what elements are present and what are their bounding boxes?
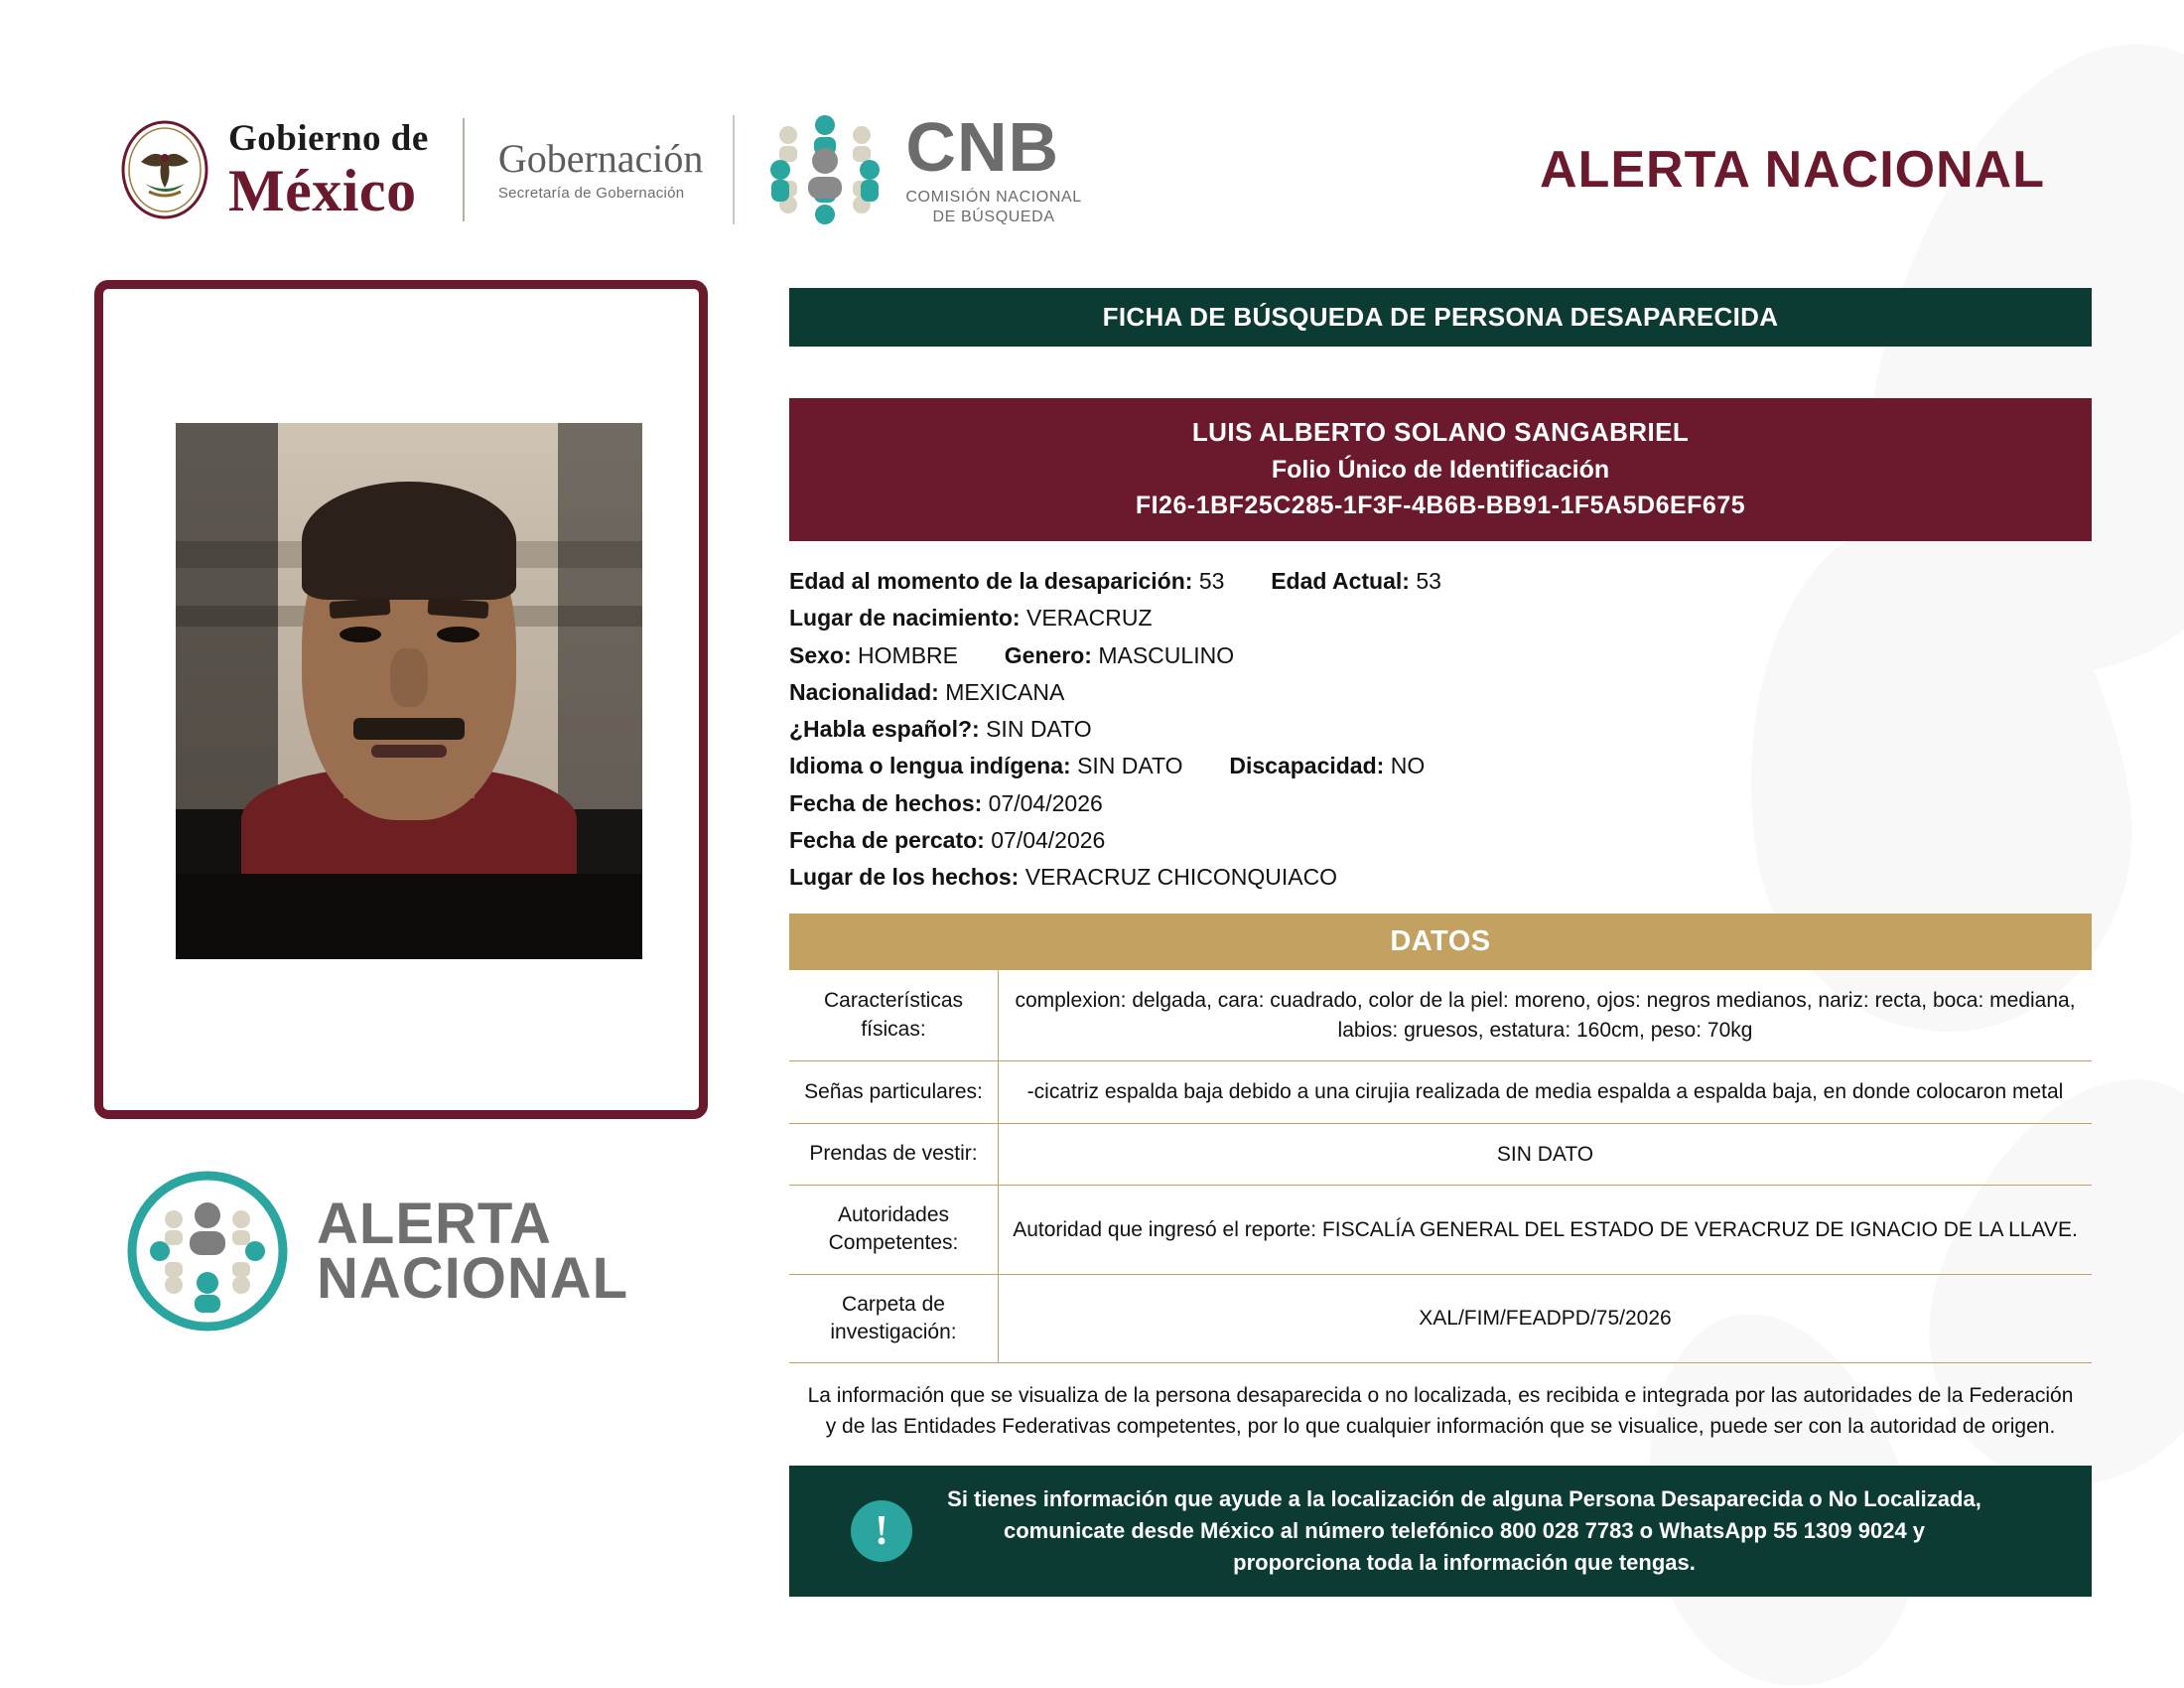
datos-table bbox=[789, 970, 2092, 1363]
age-at-disappearance-value: 53 bbox=[1198, 568, 1225, 595]
table-row bbox=[789, 1123, 2092, 1185]
photo-frame bbox=[94, 280, 708, 1119]
row-value-caracteristicas-fisicas: complexion: delgada, cara: cuadrado, color de la piel: moreno, ojos: negros medianos, nariz: recta, boca: mediana, labios: gruesos, estatura: 160cm, peso: 70kg bbox=[999, 970, 2093, 1060]
person-name: LUIS ALBERTO SOLANO SANGABRIEL bbox=[1191, 417, 1690, 447]
row-label-carpeta-de-investigacion: Carpeta de investigación: bbox=[789, 1274, 999, 1363]
person-details bbox=[789, 563, 2092, 896]
gobernacion-wordmark bbox=[498, 138, 704, 202]
record-panel bbox=[789, 288, 2092, 1597]
header-divider-1 bbox=[463, 118, 465, 221]
table-row bbox=[789, 1061, 2092, 1123]
current-age-value: 53 bbox=[1416, 568, 1441, 595]
detail-row-language-disability bbox=[789, 748, 2092, 784]
folio-value: FI26-1BF25C285-1F3F-4B6B-BB91-1F5A5D6EF675 bbox=[1135, 491, 1746, 519]
table-row bbox=[789, 970, 2092, 1060]
detail-row-nationality bbox=[789, 674, 2092, 711]
gender-value: MASCULINO bbox=[1098, 641, 1235, 668]
cnb-people-icon bbox=[760, 105, 889, 234]
datos-section-title: DATOS bbox=[789, 914, 2092, 970]
detail-row-sex-gender bbox=[789, 637, 2092, 674]
table-row bbox=[789, 1274, 2092, 1363]
row-value-senas-particulares: -cicatriz espalda baja debido a una cirujia realizada de media espalda a espalda baja, en donde colocaron metal bbox=[999, 1061, 2093, 1123]
cnb-logo bbox=[760, 105, 1081, 234]
notice-date-label: Fecha de percato: bbox=[789, 826, 985, 853]
missing-person-photo bbox=[176, 423, 642, 959]
age-at-disappearance-label: Edad al momento de la desaparición: bbox=[789, 568, 1193, 595]
indigenous-language-value: SIN DATO bbox=[1077, 753, 1183, 779]
gobierno-de-mexico-logo bbox=[119, 118, 429, 221]
row-label-prendas-de-vestir: Prendas de vestir: bbox=[789, 1123, 999, 1185]
alerta-nacional-heading: ALERTA NACIONAL bbox=[1540, 141, 2045, 199]
event-place-value: VERACRUZ CHICONQUIACO bbox=[1024, 864, 1338, 891]
current-age-label: Edad Actual: bbox=[1271, 568, 1410, 595]
cnb-wordmark bbox=[905, 108, 1082, 227]
cnb-acronym: CNB bbox=[905, 108, 1060, 186]
event-place-label: Lugar de los hechos: bbox=[789, 864, 1020, 891]
alerta-word-1: ALERTA bbox=[317, 1191, 552, 1256]
event-date-value: 07/04/2026 bbox=[988, 789, 1103, 816]
speaks-spanish-label: ¿Habla español?: bbox=[789, 716, 980, 743]
notice-date-value: 07/04/2026 bbox=[991, 826, 1106, 853]
alerta-word-2: NACIONAL bbox=[317, 1246, 629, 1311]
row-label-autoridades-competentes: Autoridades Competentes: bbox=[789, 1186, 999, 1275]
contact-text: Si tienes información que ayude a la localización de alguna Persona Desaparecida o No Localizada, comunicate desde México al número telefónico 800 028 7783 o WhatsApp 55 1309 9024 y proporciona toda la información que tengas. bbox=[947, 1486, 1981, 1576]
sex-label: Sexo: bbox=[789, 641, 852, 668]
cnb-name-line-2: DE BÚSQUEDA bbox=[932, 209, 1055, 225]
alerta-nacional-logo bbox=[124, 1157, 690, 1345]
alerta-nacional-logo-text bbox=[317, 1191, 629, 1311]
gobernacion-subtitle: Secretaría de Gobernación bbox=[497, 185, 685, 203]
exclamation-icon: ! bbox=[851, 1500, 912, 1562]
row-value-autoridades-competentes: Autoridad que ingresó el reporte: FISCALÍA GENERAL DEL ESTADO DE VERACRUZ DE IGNACIO DE LA LLAVE. bbox=[999, 1186, 2093, 1275]
legal-notice: La información que se visualiza de la persona desaparecida o no localizada, es recibida e integrada por las autoridades de la Federación y de las Entidades Federativas competentes, por lo que cualquier información que se visualice, puede ser con la autoridad de origen. bbox=[807, 1384, 2074, 1438]
detail-row-spanish bbox=[789, 711, 2092, 748]
gobernacion-title: Gobernación bbox=[497, 136, 704, 182]
gob-line-2: México bbox=[228, 157, 417, 223]
alerta-nacional-icon bbox=[124, 1168, 291, 1335]
indigenous-language-label: Idioma o lengua indígena: bbox=[789, 753, 1071, 779]
row-label-senas-particulares: Señas particulares: bbox=[789, 1061, 999, 1123]
gobierno-de-mexico-wordmark bbox=[228, 117, 429, 223]
table-row bbox=[789, 1186, 2092, 1275]
disability-value: NO bbox=[1390, 753, 1426, 779]
detail-row-age bbox=[789, 563, 2092, 600]
ficha-title-band: FICHA DE BÚSQUEDA DE PERSONA DESAPARECIDA bbox=[789, 288, 2092, 347]
row-label-caracteristicas-fisicas: Características físicas: bbox=[789, 970, 999, 1060]
gob-line-1: Gobierno de bbox=[228, 117, 429, 159]
event-date-label: Fecha de hechos: bbox=[789, 789, 983, 816]
row-value-prendas-de-vestir: SIN DATO bbox=[999, 1123, 2093, 1185]
detail-row-event-date bbox=[789, 785, 2092, 822]
contact-band bbox=[789, 1466, 2092, 1597]
folio-label: Folio Único de Identificación bbox=[1271, 455, 1610, 484]
nationality-label: Nacionalidad: bbox=[789, 678, 939, 705]
nationality-value: MEXICANA bbox=[945, 678, 1065, 705]
speaks-spanish-value: SIN DATO bbox=[986, 716, 1092, 743]
disability-label: Discapacidad: bbox=[1229, 753, 1385, 779]
sex-value: HOMBRE bbox=[858, 641, 958, 668]
cnb-name-line-1: COMISIÓN NACIONAL bbox=[905, 189, 1082, 206]
birthplace-value: VERACRUZ bbox=[1025, 605, 1153, 632]
header-divider-2 bbox=[733, 115, 735, 224]
detail-row-birthplace bbox=[789, 600, 2092, 636]
detail-row-event-place bbox=[789, 859, 2092, 896]
birthplace-label: Lugar de nacimiento: bbox=[789, 605, 1021, 632]
person-name-band bbox=[789, 398, 2092, 541]
row-value-carpeta-de-investigacion: XAL/FIM/FEADPD/75/2026 bbox=[999, 1274, 2093, 1363]
gender-label: Genero: bbox=[1004, 641, 1092, 668]
document-header bbox=[119, 95, 2075, 244]
detail-row-notice-date bbox=[789, 822, 2092, 859]
eagle-crest-icon bbox=[119, 118, 210, 221]
